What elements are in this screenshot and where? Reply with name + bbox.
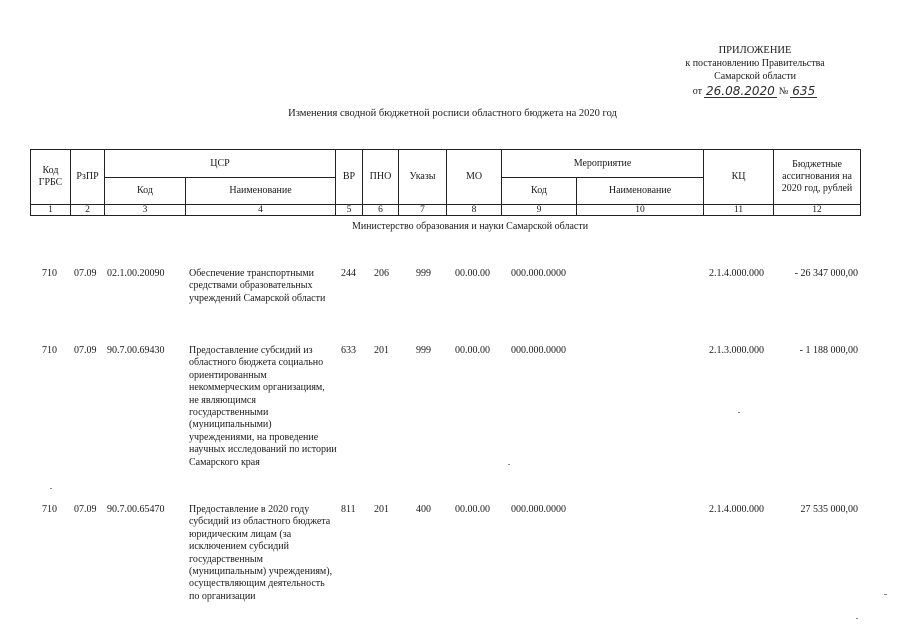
column-number: 3 (105, 205, 186, 216)
header-csr-name: Наименование (186, 178, 336, 205)
handwritten-date: 26.08.2020 (706, 84, 775, 98)
column-number: 4 (186, 205, 336, 216)
cell-ukazy: 999 (416, 345, 431, 356)
column-number: 6 (363, 205, 399, 216)
header-pno: ПНО (363, 150, 399, 205)
cell-mo: 00.00.00 (455, 345, 490, 356)
cell-csr-name: Предоставление в 2020 году субсидий из областного бюджета юридическим лицам (за исключением субсидий государственным (муниципальным) учреждениям), осуществляющим деятельность по организации (189, 504, 333, 602)
cell-budget: - 1 188 000,00 (799, 345, 858, 356)
cell-grbs: 710 (42, 504, 57, 515)
cell-csr-code: 90.7.00.65470 (107, 504, 165, 515)
header-kc: КЦ (704, 150, 774, 205)
column-number: 7 (399, 205, 447, 216)
budget-table-header (30, 149, 861, 216)
cell-mer-code: 000.000.0000 (511, 504, 566, 515)
cell-kc: 2.1.3.000.000 (709, 345, 764, 356)
column-number: 8 (447, 205, 502, 216)
column-number: 10 (577, 205, 704, 216)
cell-vr: 244 (341, 268, 356, 279)
column-number: 5 (336, 205, 363, 216)
header-budget: Бюджетные ассигнования на 2020 год, рублей (774, 150, 861, 205)
header-csr: ЦСР (105, 150, 336, 178)
scan-speck (884, 594, 887, 595)
ministry-heading: Министерство образования и науки Самарской области (351, 221, 589, 232)
cell-mo: 00.00.00 (455, 504, 490, 515)
header-mer-code: Код (502, 178, 577, 205)
decree-date-number (660, 85, 850, 98)
scan-speck (508, 464, 510, 465)
cell-vr: 633 (341, 345, 356, 356)
header-mo: МО (447, 150, 502, 205)
column-number: 12 (774, 205, 861, 216)
appendix-line-1: к постановлению Правительства (685, 58, 825, 69)
cell-vr: 811 (341, 504, 356, 515)
cell-pno: 201 (374, 504, 389, 515)
number-prefix: № (778, 86, 789, 97)
cell-rzpr: 07.09 (74, 345, 97, 356)
cell-csr-name: Обеспечение транспортными средствами образовательных учреждений Самарской области (189, 268, 326, 304)
cell-grbs: 710 (42, 345, 57, 356)
cell-budget: 27 535 000,00 (800, 504, 858, 515)
cell-csr-name: Предоставление субсидий из областного бюджета социально ориентированным некоммерческим организациям, не являющимся государственными (муниципальными) учреждениями, на проведение научных исследований по истории Самарского края (189, 345, 337, 468)
column-number: 11 (704, 205, 774, 216)
handwritten-number: 635 (792, 84, 816, 98)
appendix-title: ПРИЛОЖЕНИЕ (718, 45, 792, 56)
header-meropriyatie: Мероприятие (502, 150, 704, 178)
appendix-line-2: Самарской области (714, 71, 796, 82)
cell-mo: 00.00.00 (455, 268, 490, 279)
cell-mer-code: 000.000.0000 (511, 345, 566, 356)
cell-kc: 2.1.4.000.000 (709, 504, 764, 515)
document-title: Изменения сводной бюджетной росписи областного бюджета на 2020 год (288, 108, 617, 119)
column-number: 9 (502, 205, 577, 216)
appendix-header (660, 44, 850, 98)
cell-grbs: 710 (42, 268, 57, 279)
scan-speck (50, 488, 52, 489)
cell-rzpr: 07.09 (74, 268, 97, 279)
cell-csr-code: 90.7.00.69430 (107, 345, 165, 356)
cell-pno: 201 (374, 345, 389, 356)
scan-speck (856, 618, 858, 619)
header-vr: ВР (336, 150, 363, 205)
header-ukazy: Указы (399, 150, 447, 205)
cell-ukazy: 999 (416, 268, 431, 279)
column-number: 2 (71, 205, 105, 216)
column-number: 1 (31, 205, 71, 216)
cell-kc: 2.1.4.000.000 (709, 268, 764, 279)
cell-rzpr: 07.09 (74, 504, 97, 515)
header-grbs: Код ГРБС (31, 150, 71, 205)
cell-ukazy: 400 (416, 504, 431, 515)
header-csr-code: Код (105, 178, 186, 205)
cell-budget: - 26 347 000,00 (794, 268, 858, 279)
cell-mer-code: 000.000.0000 (511, 268, 566, 279)
cell-csr-code: 02.1.00.20090 (107, 268, 165, 279)
header-rzpr: РзПР (71, 150, 105, 205)
cell-pno: 206 (374, 268, 389, 279)
header-mer-name: Наименование (577, 178, 704, 205)
date-prefix: от (692, 86, 703, 97)
scan-speck (738, 412, 740, 413)
